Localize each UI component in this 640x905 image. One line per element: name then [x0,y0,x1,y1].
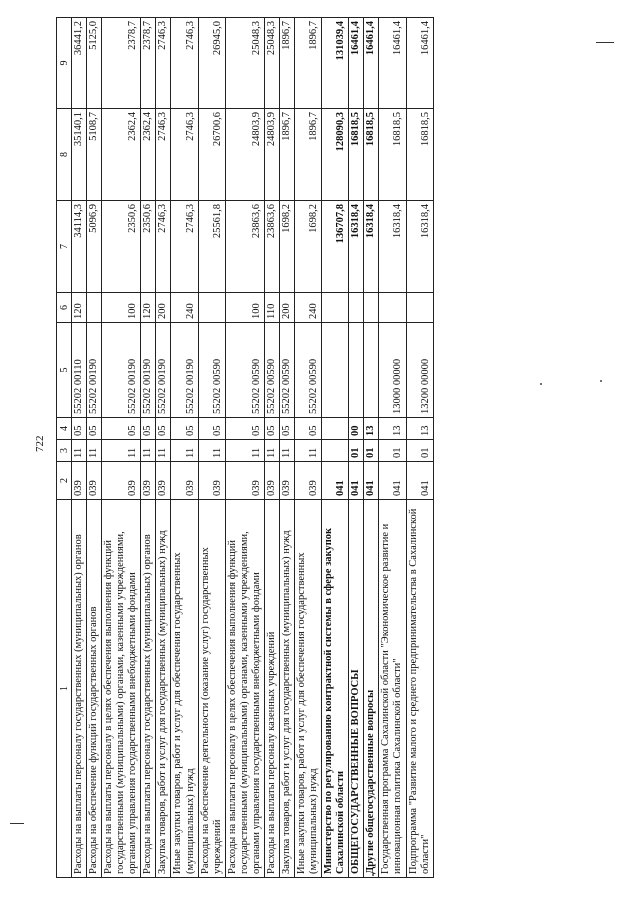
cell-col-9: 2746,3 [156,18,171,109]
cell-col-5: 55202 00190 [171,323,198,418]
cell-col-9: 1896,7 [279,18,294,109]
cell-col-8: 16818,5 [379,109,406,201]
cell-col-5 [364,323,379,418]
cell-col-6 [349,293,364,323]
cell-row-name: Расходы на обеспечение функций государственных органов [87,500,102,878]
cell-col-9: 2378,7 [102,18,141,109]
margin-mark [10,823,24,824]
cell-col-4: 05 [171,418,198,440]
table-row [171,18,198,878]
cell-col-8: 2746,3 [156,109,171,201]
cell-col-6: 110 [264,293,279,323]
scan-speck [372,874,374,876]
scan-speck [540,383,542,385]
cell-col-6: 120 [141,293,156,323]
cell-col-8: 2746,3 [171,109,198,201]
cell-col-6: 240 [295,293,322,323]
cell-row-name: Расходы на выплаты персоналу в целях обеспечения выполнения функций государственными (муниципальными) органами, казенными учреждениями, органами управления государственными внебюджетными фондами [102,500,141,878]
column-header: 9 [57,18,72,109]
cell-col-3: 11 [295,440,322,462]
cell-col-4: 00 [349,418,364,440]
cell-col-5: 55202 00190 [156,323,171,418]
cell-col-7: 25561,8 [198,201,225,293]
cell-col-7: 5096,9 [87,201,102,293]
cell-col-3: 11 [141,440,156,462]
table-row [406,18,433,878]
cell-row-name: Подпрограмма "Развитие малого и среднего предпринимательства в Сахалинской области" [406,500,433,878]
column-header: 6 [57,293,72,323]
cell-col-6: 200 [156,293,171,323]
cell-col-2: 039 [141,462,156,500]
cell-col-7: 136707,8 [322,201,349,293]
cell-col-3 [322,440,349,462]
cell-col-4: 05 [264,418,279,440]
cell-col-4: 13 [406,418,433,440]
cell-col-7: 16318,4 [406,201,433,293]
cell-col-9: 36441,2 [72,18,87,109]
table-row [225,18,264,878]
header-row [57,18,72,878]
cell-col-4: 05 [141,418,156,440]
cell-col-2: 039 [72,462,87,500]
cell-col-2: 041 [406,462,433,500]
cell-col-5: 13000 00000 [379,323,406,418]
cell-col-3: 11 [87,440,102,462]
cell-col-2: 039 [295,462,322,500]
cell-col-8: 24803,9 [264,109,279,201]
cell-col-8: 5108,7 [87,109,102,201]
cell-col-6 [198,293,225,323]
column-header: 2 [57,462,72,500]
cell-row-name: Другие общегосударственные вопросы [364,500,379,878]
cell-col-8: 16818,5 [364,109,379,201]
cell-col-8: 16818,5 [406,109,433,201]
cell-col-3: 11 [198,440,225,462]
table-row [295,18,322,878]
cell-col-6 [364,293,379,323]
cell-col-3: 01 [379,440,406,462]
cell-col-5: 55202 00190 [87,323,102,418]
table-row [141,18,156,878]
cell-col-9: 1896,7 [295,18,322,109]
cell-col-9: 16461,4 [406,18,433,109]
table-row [264,18,279,878]
cell-col-5: 55202 00590 [198,323,225,418]
cell-col-9: 131039,4 [322,18,349,109]
cell-col-3: 11 [72,440,87,462]
cell-col-5: 55202 00190 [102,323,141,418]
cell-col-5: 55202 00590 [264,323,279,418]
cell-col-4: 13 [379,418,406,440]
cell-row-name: Министерство по регулированию контрактной системы в сфере закупок Сахалинской области [322,500,349,878]
table-row [379,18,406,878]
cell-col-5: 55202 00590 [279,323,294,418]
cell-col-8: 2362,4 [141,109,156,201]
cell-col-8: 16818,5 [349,109,364,201]
cell-col-8: 26700,6 [198,109,225,201]
cell-col-4: 05 [225,418,264,440]
table-row [322,18,349,878]
cell-col-3: 11 [264,440,279,462]
cell-col-7: 2746,3 [171,201,198,293]
column-header: 1 [57,500,72,878]
cell-col-4: 05 [198,418,225,440]
cell-col-8: 24803,9 [225,109,264,201]
cell-col-3: 11 [156,440,171,462]
cell-col-5: 55202 00190 [141,323,156,418]
cell-col-3: 01 [364,440,379,462]
cell-col-2: 041 [322,462,349,500]
cell-col-7: 23863,6 [225,201,264,293]
column-header: 4 [57,418,72,440]
cell-col-9: 16461,4 [379,18,406,109]
cell-col-7: 16318,4 [364,201,379,293]
cell-col-6 [406,293,433,323]
cell-col-2: 039 [225,462,264,500]
cell-col-2: 039 [87,462,102,500]
cell-col-2: 041 [379,462,406,500]
cell-col-7: 34114,3 [72,201,87,293]
cell-row-name: Закупка товаров, работ и услуг для государственных (муниципальных) нужд [279,500,294,878]
column-header: 7 [57,201,72,293]
cell-col-4 [322,418,349,440]
cell-col-7: 16318,4 [379,201,406,293]
cell-col-7: 1698,2 [279,201,294,293]
cell-col-4: 05 [295,418,322,440]
table-row [156,18,171,878]
cell-col-2: 041 [349,462,364,500]
table-row [364,18,379,878]
table-row [198,18,225,878]
cell-col-7: 23863,6 [264,201,279,293]
cell-col-5 [322,323,349,418]
table-row [72,18,87,878]
cell-col-5: 55202 00590 [225,323,264,418]
cell-col-2: 039 [171,462,198,500]
cell-col-2: 039 [102,462,141,500]
cell-col-6: 240 [171,293,198,323]
cell-row-name: Расходы на выплаты персоналу казенных учреждений [264,500,279,878]
cell-col-3: 11 [279,440,294,462]
cell-row-name: Иные закупки товаров, работ и услуг для обеспечения государственных (муниципальных) нужд [171,500,198,878]
cell-col-5: 55202 00110 [72,323,87,418]
cell-col-9: 16461,4 [364,18,379,109]
table-row [102,18,141,878]
cell-col-6 [87,293,102,323]
cell-row-name: Расходы на выплаты персоналу государственных (муниципальных) органов [141,500,156,878]
cell-col-7: 16318,4 [349,201,364,293]
cell-col-6: 100 [225,293,264,323]
cell-col-7: 2350,6 [102,201,141,293]
cell-col-8: 35140,1 [72,109,87,201]
cell-col-2: 039 [264,462,279,500]
cell-col-4: 05 [102,418,141,440]
cell-row-name: Закупка товаров, работ и услуг для государственных (муниципальных) нужд [156,500,171,878]
cell-col-9: 2378,7 [141,18,156,109]
cell-col-3: 01 [349,440,364,462]
cell-col-5: 55202 00590 [295,323,322,418]
page-number: 722 [34,435,46,452]
cell-col-9: 5125,0 [87,18,102,109]
cell-col-6: 200 [279,293,294,323]
cell-col-4: 05 [279,418,294,440]
cell-col-9: 2746,3 [171,18,198,109]
cell-col-5: 13200 00000 [406,323,433,418]
cell-col-4: 05 [72,418,87,440]
cell-col-6 [322,293,349,323]
cell-col-3: 11 [171,440,198,462]
cell-col-8: 1896,7 [295,109,322,201]
cell-col-8: 1896,7 [279,109,294,201]
table-row [349,18,364,878]
table-row [87,18,102,878]
cell-col-9: 25048,3 [225,18,264,109]
cell-col-3: 11 [102,440,141,462]
cell-col-4: 05 [87,418,102,440]
cell-col-3: 01 [406,440,433,462]
cell-col-2: 039 [279,462,294,500]
cell-row-name: Расходы на обеспечение деятельности (оказание услуг) государственных учреждений [198,500,225,878]
scan-speck [600,380,602,382]
cell-col-5 [349,323,364,418]
cell-col-2: 041 [364,462,379,500]
cell-col-9: 16461,4 [349,18,364,109]
column-header: 8 [57,109,72,201]
cell-row-name: Расходы на выплаты персоналу государственных (муниципальных) органов [72,500,87,878]
column-header: 3 [57,440,72,462]
table-row [279,18,294,878]
cell-col-6: 100 [102,293,141,323]
cell-row-name: ОБЩЕГОСУДАРСТВЕННЫЕ ВОПРОСЫ [349,500,364,878]
column-header: 5 [57,323,72,418]
budget-table [56,17,434,878]
cell-row-name: Расходы на выплаты персоналу в целях обеспечения выполнения функций государственными (муниципальными) органами, казенными учреждениями, органами управления государственными внебюджетными фондами [225,500,264,878]
cell-col-2: 039 [156,462,171,500]
cell-col-7: 2746,3 [156,201,171,293]
cell-col-4: 05 [156,418,171,440]
cell-col-6 [379,293,406,323]
cell-col-3: 11 [225,440,264,462]
cell-row-name: Государственная программа Сахалинской области "Экономическое развитие и инновационная политика Сахалинской области" [379,500,406,878]
margin-mark [596,42,614,43]
cell-col-4: 13 [364,418,379,440]
cell-col-8: 2362,4 [102,109,141,201]
cell-col-9: 26945,0 [198,18,225,109]
cell-col-2: 039 [198,462,225,500]
rotated-page-content [56,18,636,878]
cell-row-name: Иные закупки товаров, работ и услуг для обеспечения государственных (муниципальных) нужд [295,500,322,878]
cell-col-6: 120 [72,293,87,323]
cell-col-7: 1698,2 [295,201,322,293]
cell-col-7: 2350,6 [141,201,156,293]
cell-col-8: 128090,3 [322,109,349,201]
cell-col-9: 25048,3 [264,18,279,109]
